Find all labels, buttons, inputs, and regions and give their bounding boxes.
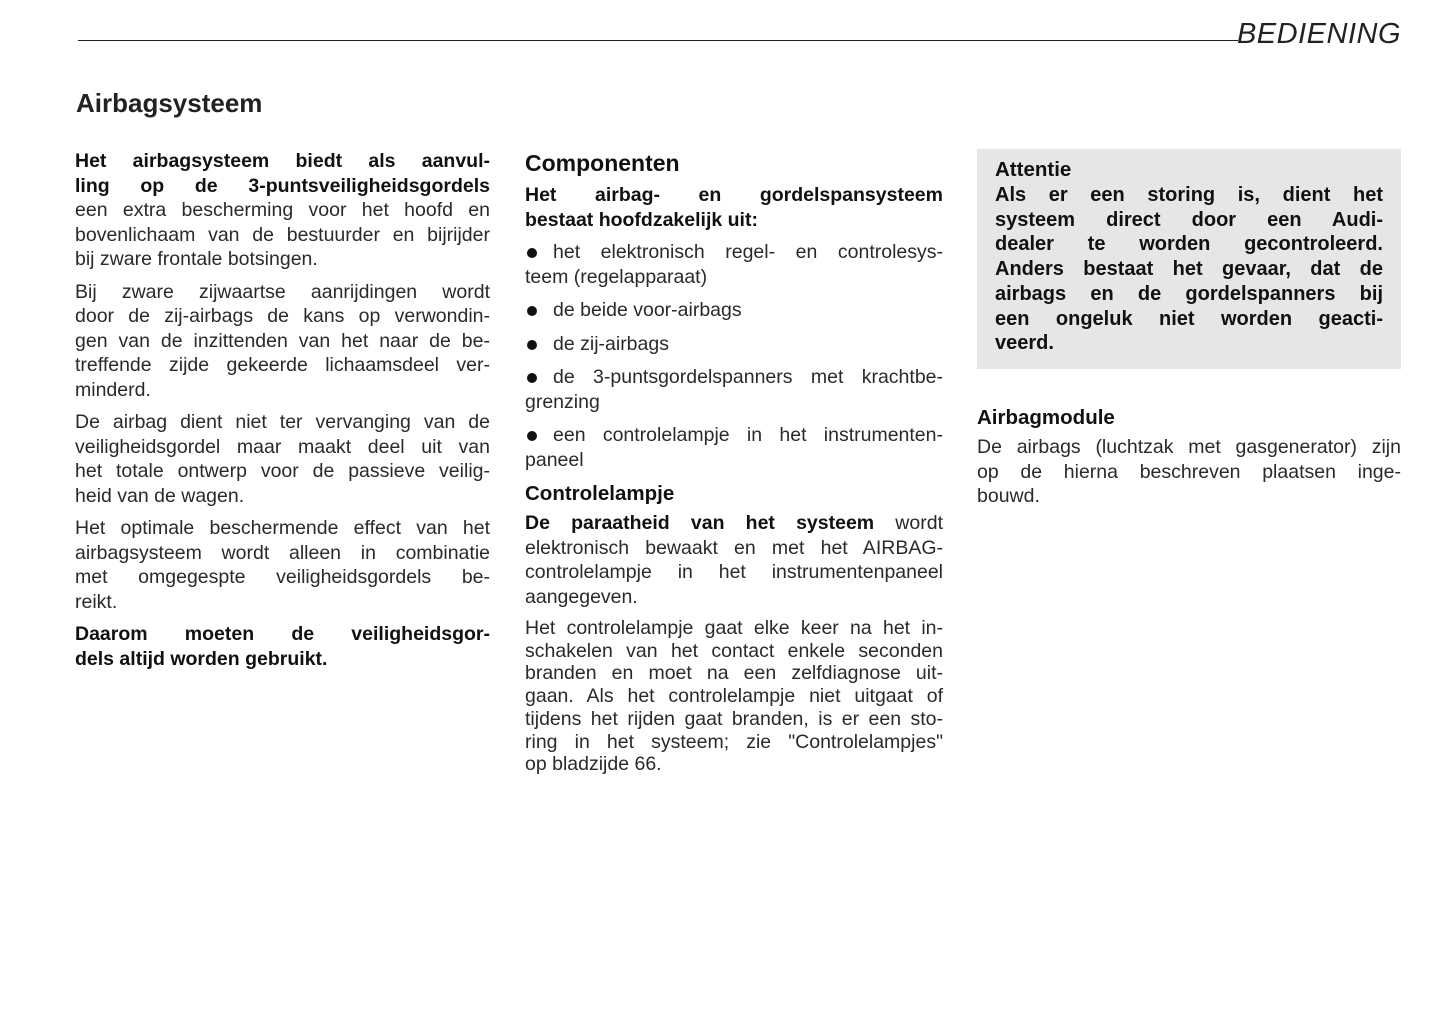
paragraph-readiness <box>525 511 943 609</box>
text-line: Het controlelampje gaat elke keer na het in- <box>525 617 943 639</box>
bullet-icon <box>527 431 537 441</box>
components-intro <box>525 183 943 232</box>
text-line: schakelen van het contact enkele seconden <box>525 639 943 662</box>
text-line: de beide voor-airbags <box>553 299 742 321</box>
text-line: door de zij-airbags de kans op verwondin- <box>75 305 490 327</box>
text-line: controlelampje in het instrumentenpaneel <box>525 561 943 583</box>
list-item <box>525 332 943 357</box>
column-3 <box>977 149 1401 517</box>
text-line: veerd. <box>995 332 1054 355</box>
text-line: een controlelampje in het instrumenten- <box>553 424 943 446</box>
text-line: de zij-airbags <box>553 332 669 355</box>
text-line: tijdens het rijden gaat branden, is er een sto- <box>525 707 943 730</box>
bullet-icon <box>527 248 537 258</box>
text-line: De airbag dient niet ter vervanging van de <box>75 411 490 433</box>
paragraph-conclusion <box>75 622 490 671</box>
text-line: Als er een storing is, dient het <box>995 184 1383 206</box>
paragraph-intro <box>75 149 490 272</box>
text-line: gen van de inzittenden van het naar de be- <box>75 329 490 352</box>
text-line: het totale ontwerp voor de passieve veilig- <box>75 460 490 482</box>
text-line: op bladzijde 66. <box>525 753 662 776</box>
text-line: ring in het systeem; zie "Controlelampjes" <box>525 730 943 753</box>
list-item <box>525 365 943 414</box>
text-line: veiligheidsgordel maar maakt deel uit van <box>75 435 490 458</box>
text-line: elektronisch bewaakt en met het AIRBAG- <box>525 536 943 559</box>
text-line: dels altijd worden gebruikt. <box>75 647 328 670</box>
text-line: bestaat hoofdzakelijk uit: <box>525 208 758 231</box>
text-line: Het airbag- en gordelspansysteem <box>525 184 943 206</box>
text-line: teem (regelapparaat) <box>525 265 708 288</box>
section-title: BEDIENING <box>1236 18 1401 50</box>
header-rule <box>78 40 1238 41</box>
text-line: een extra bescherming voor het hoofd en <box>75 199 490 221</box>
heading-componenten: Componenten <box>525 150 680 176</box>
text-line: systeem direct door een Audi- <box>995 208 1383 231</box>
text-line: airbags en de gordelspanners bij <box>995 282 1383 305</box>
bullet-icon <box>527 373 537 383</box>
text-line: ling op de 3-puntsveiligheidsgordels <box>75 174 490 197</box>
paragraph-lamp-behaviour <box>525 617 943 776</box>
warning-box <box>977 149 1401 369</box>
heading-airbagmodule: Airbagmodule <box>977 406 1115 429</box>
paragraph-side-impact <box>75 280 490 403</box>
list-item <box>525 423 943 472</box>
text-line: Daarom moeten de veiligheidsgor- <box>75 623 490 645</box>
warning-text <box>995 183 1383 356</box>
text-line: bij zware frontale botsingen. <box>75 248 318 270</box>
text-line: Het airbagsysteem biedt als aanvul- <box>75 150 490 172</box>
text-line: grenzing <box>525 390 600 413</box>
text-line: Bij zware zijwaartse aanrijdingen wordt <box>75 280 490 303</box>
text-line: bovenlichaam van de bestuurder en bijrijder <box>75 223 490 246</box>
text-line <box>525 511 943 536</box>
text-line: op de hierna beschreven plaatsen inge- <box>977 460 1401 483</box>
paragraph-seatbelt <box>75 410 490 508</box>
text: wordt <box>874 512 943 534</box>
text-line: aangegeven. <box>525 585 638 608</box>
text-line: reikt. <box>75 590 118 613</box>
text-line: treffende zijde gekeerde lichaamsdeel ver- <box>75 354 490 376</box>
text-line: heid van de wagen. <box>75 484 245 507</box>
text-line: bouwd. <box>977 485 1040 507</box>
column-1 <box>75 149 490 679</box>
text-line: minderd. <box>75 378 151 401</box>
bullet-icon <box>527 340 537 350</box>
text-line: de 3-puntsgordelspanners met krachtbe- <box>553 366 943 388</box>
column-2 <box>525 149 943 784</box>
text-line: het elektronisch regel- en controlesys- <box>553 241 943 263</box>
text-line: paneel <box>525 448 584 471</box>
heading-controlelampje: Controlelampje <box>525 482 675 505</box>
text-line: airbagsysteem wordt alleen in combinatie <box>75 541 490 564</box>
text-line: Het optimale beschermende effect van het <box>75 517 490 539</box>
paragraph-airbagmodule <box>977 435 1401 509</box>
bold-lead: De paraatheid van het systeem <box>525 512 875 534</box>
text-line: branden en moet na een zelfdiagnose uit- <box>525 662 943 685</box>
text-line: De airbags (luchtzak met gasgenerator) zijn <box>977 436 1401 458</box>
text-line: dealer te worden gecontroleerd. <box>995 233 1383 256</box>
text-line: met omgegespte veiligheidsgordels be- <box>75 566 490 588</box>
paragraph-effect <box>75 516 490 614</box>
text-line: Anders bestaat het gevaar, dat de <box>995 258 1383 281</box>
list-item <box>525 298 943 323</box>
warning-title: Attentie <box>995 158 1072 181</box>
text-line: een ongeluk niet worden geacti- <box>995 307 1383 330</box>
bullet-icon <box>527 306 537 316</box>
list-item <box>525 240 943 289</box>
text-line: gaan. Als het controlelampje niet uitgaat of <box>525 685 943 708</box>
page-title: Airbagsysteem <box>76 88 263 118</box>
